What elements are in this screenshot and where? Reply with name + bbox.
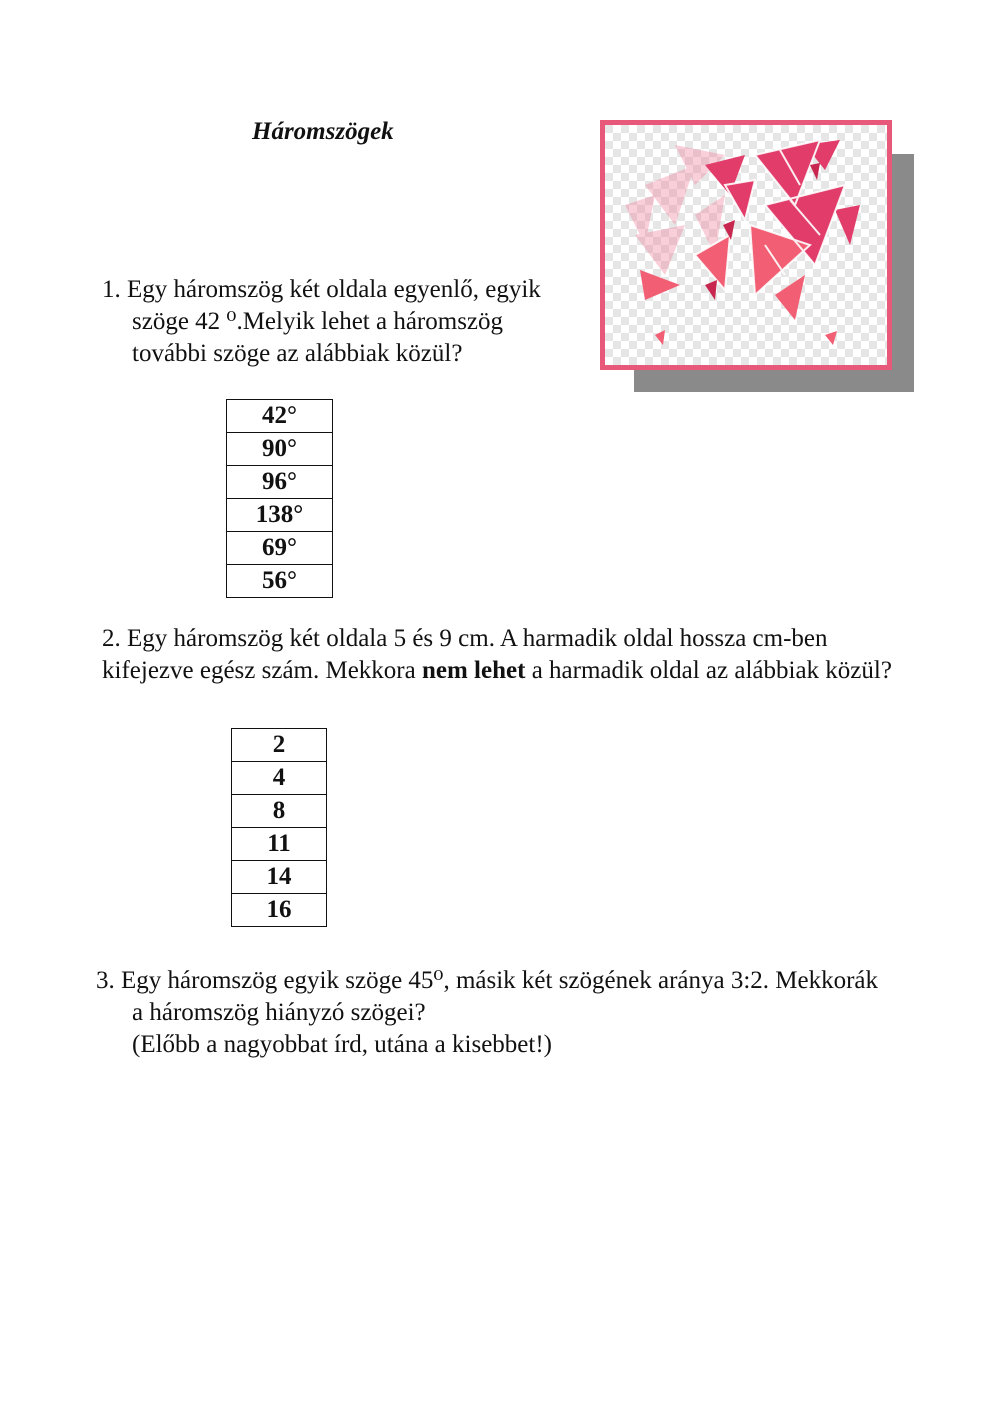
option-cell[interactable]: 42° [227,400,333,433]
decorative-image [600,120,890,368]
question-2-options [231,728,327,927]
question-3-line-1: 3. Egy háromszög egyik szöge 45⁰, másik két szögének aránya 3:2. Mekkorák [96,967,879,994]
option-cell[interactable]: 69° [227,532,333,565]
question-1-line-1: 1. Egy háromszög két oldala egyenlő, egyik [102,276,541,303]
question-2-text-after: a harmadik oldal az alábbiak közül? [525,657,892,684]
option-cell[interactable]: 56° [227,565,333,598]
option-cell[interactable]: 96° [227,466,333,499]
question-1-line-2: szöge 42 ⁰.Melyik lehet a háromszög [132,308,504,335]
question-1-line-3: további szöge az alábbiak közül? [132,340,463,367]
pink-triangle-mosaic-icon [605,125,887,365]
option-cell[interactable]: 11 [232,828,327,861]
question-2-text-before: 2. Egy háromszög két oldala 5 és 9 cm. A harmadik oldal hossza cm-ben kifejezve egész szám. Mekkora [102,625,828,684]
question-2 [102,623,922,687]
image-frame [600,120,892,370]
question-1-options [226,399,333,598]
option-cell[interactable]: 16 [232,894,327,927]
question-1 [102,274,541,370]
question-3 [96,965,878,1061]
option-cell[interactable]: 90° [227,433,333,466]
option-cell[interactable]: 138° [227,499,333,532]
option-cell[interactable]: 8 [232,795,327,828]
option-cell[interactable]: 4 [232,762,327,795]
option-cell[interactable]: 14 [232,861,327,894]
question-3-line-2: a háromszög hiányzó szögei? [132,999,426,1026]
option-cell[interactable]: 2 [232,729,327,762]
worksheet-title: Háromszögek [252,118,394,145]
question-3-line-3: (Előbb a nagyobbat írd, utána a kisebbet!) [132,1031,552,1058]
question-2-bold-text: nem lehet [421,657,526,684]
